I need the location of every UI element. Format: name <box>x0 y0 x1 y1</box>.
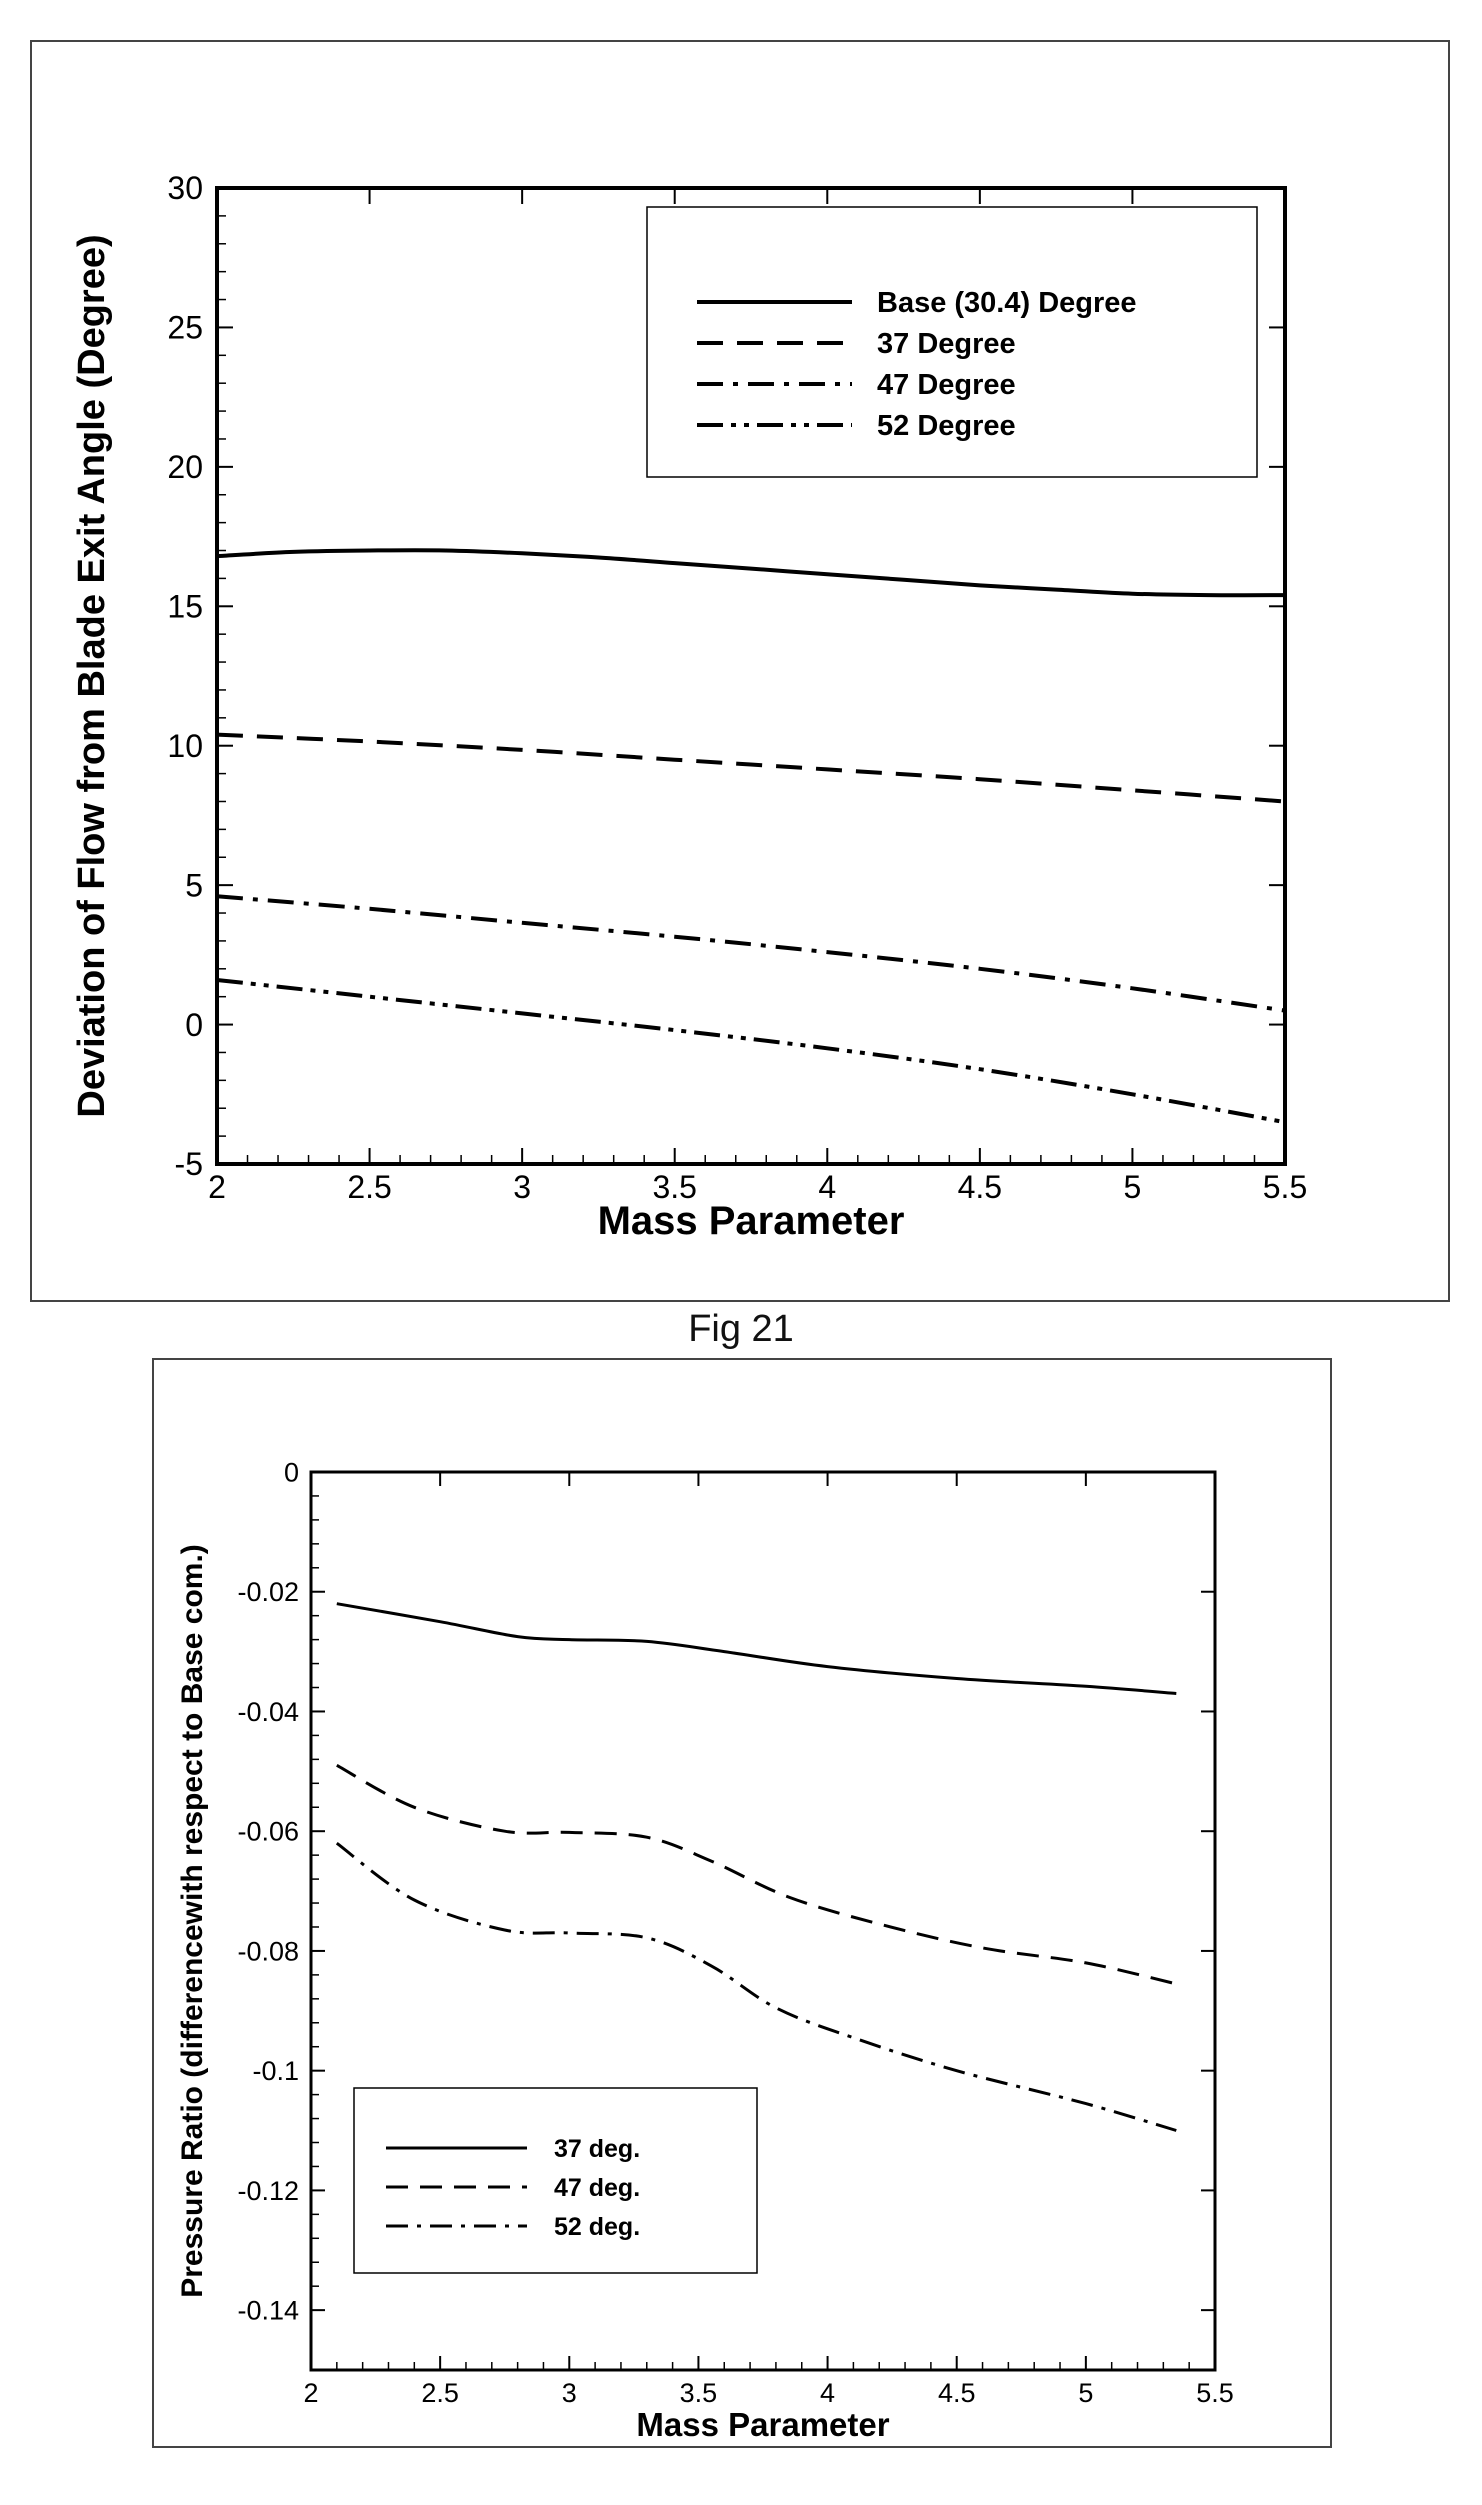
chart2-x-tick-label: 3 <box>561 2378 577 2408</box>
chart2-x-tick-label: 2.5 <box>421 2378 459 2408</box>
chart1-x-tick-label: 5 <box>1123 1169 1142 1205</box>
chart2-series-line-1 <box>337 1604 1177 1694</box>
chart2-x-tick-label: 5.5 <box>1196 2378 1234 2408</box>
chart2-x-tick-label: 4.5 <box>937 2378 976 2408</box>
chart1-legend-label-4: 52 Degree <box>877 410 1016 443</box>
chart1-y-tick-label: -5 <box>174 1146 203 1183</box>
chart2-x-axis-label: Mass Parameter <box>636 2406 890 2443</box>
chart2-x-tick-label: 5 <box>1078 2378 1094 2408</box>
chart1-x-tick-label: 5.5 <box>1262 1169 1308 1205</box>
chart1-y-axis-label: Deviation of Flow from Blade Exit Angle (Degree) <box>71 234 113 1118</box>
chart1-x-tick-label: 4.5 <box>957 1169 1003 1205</box>
chart1-series-line-2 <box>217 735 1285 802</box>
chart1-legend-label-1: Base (30.4) Degree <box>877 287 1137 320</box>
chart1-y-tick-label: 5 <box>185 867 203 904</box>
chart2-y-tick-label: -0.08 <box>237 1936 299 1967</box>
chart1-x-tick-label: 3 <box>513 1169 532 1205</box>
chart1-series-line-4 <box>217 980 1285 1122</box>
chart1-x-tick-label: 3.5 <box>652 1169 697 1205</box>
chart2-y-axis-label: Pressure Ratio (differencewith respect to Base com.) <box>176 1544 209 2298</box>
chart1-x-axis-label: Mass Parameter <box>597 1199 905 1243</box>
chart2-x-tick-label: 2 <box>303 2378 319 2408</box>
chart1-x-tick-label: 2 <box>208 1169 226 1205</box>
chart1-y-tick-label: 30 <box>167 170 203 207</box>
chart1-y-tick-label: 10 <box>167 727 203 764</box>
chart1-series-line-1 <box>217 550 1285 595</box>
chart1-frame <box>30 40 1450 1302</box>
chart2-series-line-2 <box>337 1765 1177 1984</box>
chart1-svg <box>32 42 1448 1300</box>
chart2-y-tick-label: -0.1 <box>252 2056 299 2087</box>
chart1-y-tick-label: 0 <box>185 1006 203 1043</box>
chart2-y-tick-label: -0.02 <box>237 1577 299 1608</box>
chart1-y-tick-label: 20 <box>167 449 203 486</box>
chart1-x-tick-label: 2.5 <box>347 1169 392 1205</box>
chart2-y-tick-label: -0.06 <box>237 1816 299 1847</box>
chart1-x-tick-label: 4 <box>818 1169 837 1205</box>
chart1-legend-label-3: 47 Degree <box>877 369 1016 402</box>
chart2-legend-label-1: 37 deg. <box>554 2134 641 2163</box>
chart2-y-tick-label: -0.12 <box>237 2175 299 2206</box>
chart2-y-tick-label: -0.04 <box>237 1696 299 1727</box>
chart2-y-tick-label: 0 <box>283 1457 299 1488</box>
chart2-x-tick-label: 4 <box>820 2378 836 2408</box>
chart1-legend-label-2: 37 Degree <box>877 328 1016 361</box>
chart2-frame <box>152 1358 1332 2448</box>
chart1-y-tick-label: 25 <box>167 309 203 346</box>
chart2-x-tick-label: 3.5 <box>679 2378 718 2408</box>
figure-caption: Fig 21 <box>688 1308 794 1350</box>
chart2-legend-label-2: 47 deg. <box>554 2173 641 2202</box>
chart2-legend-label-3: 52 deg. <box>554 2212 641 2241</box>
chart1-y-tick-label: 15 <box>167 588 203 625</box>
chart1-series-line-3 <box>217 896 1285 1010</box>
chart2-svg <box>154 1360 1330 2446</box>
chart2-y-tick-label: -0.14 <box>237 2295 299 2326</box>
